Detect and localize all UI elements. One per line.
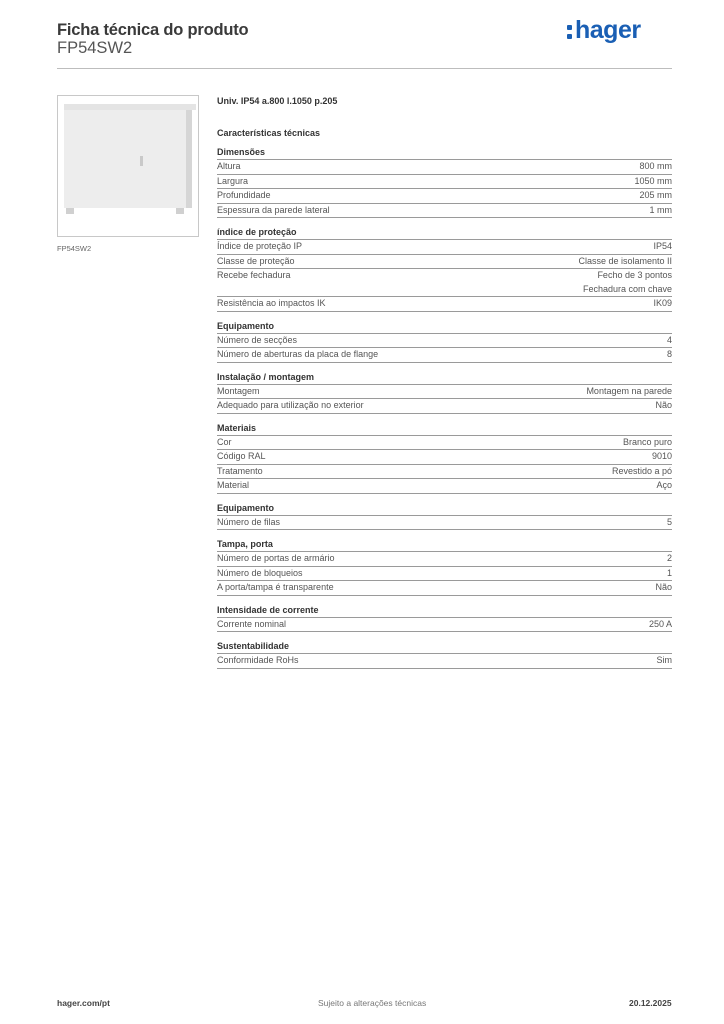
spec-row	[217, 552, 672, 567]
spec-value-line: 5	[666, 516, 672, 527]
spec-row	[217, 450, 672, 465]
spec-label: Altura	[217, 161, 241, 171]
spec-value-line: IP54	[653, 241, 672, 251]
image-caption: FP54SW2	[57, 244, 92, 253]
spec-value	[639, 189, 672, 203]
spec-value-line: IK09	[653, 298, 672, 308]
spec-value-line: 1 mm	[649, 204, 672, 215]
spec-label: Conformidade RoHs	[217, 655, 299, 665]
spec-label: Adequado para utilização no exterior	[217, 400, 364, 410]
spec-value-line: Montagem na parede	[586, 385, 672, 396]
section-heading: Características técnicas	[217, 128, 321, 138]
hager-logo	[567, 16, 641, 45]
spec-value-line: Não	[655, 582, 672, 592]
spec-row	[217, 516, 672, 531]
spec-value	[656, 479, 672, 493]
spec-label: Número de secções	[217, 334, 298, 345]
spec-value-line: Classe de isolamento II	[578, 255, 672, 266]
spec-value	[653, 240, 672, 254]
spec-value	[667, 348, 672, 362]
spec-row	[217, 204, 672, 219]
header-divider	[57, 68, 672, 69]
spec-value-line: 1	[666, 567, 672, 578]
spec-value-line: Sim	[656, 655, 672, 665]
spec-value-line: Revestido a pó	[611, 465, 672, 476]
spec-content	[217, 96, 672, 669]
spec-row	[217, 348, 672, 363]
footer-website[interactable]: hager.com/pt	[57, 998, 110, 1008]
spec-value	[652, 450, 672, 464]
spec-value	[583, 269, 672, 296]
spec-value	[586, 385, 672, 399]
spec-row	[217, 255, 672, 270]
product-code: FP54SW2	[57, 39, 133, 57]
spec-label: Número de aberturas da placa de flange	[217, 349, 379, 359]
spec-value	[653, 297, 672, 311]
spec-value	[623, 436, 672, 450]
spec-value-line: Fecho de 3 pontos	[597, 270, 672, 280]
spec-group-title: Equipamento	[217, 321, 672, 334]
spec-label: Corrente nominal	[217, 618, 287, 629]
spec-group-title: Instalação / montagem	[217, 372, 672, 385]
spec-value	[667, 552, 672, 566]
spec-value-line: 2	[666, 553, 672, 563]
spec-value	[650, 204, 673, 218]
spec-label: Número de portas de armário	[217, 553, 335, 563]
spec-value-line: 250 A	[648, 618, 672, 629]
page-title: Ficha técnica do produto	[57, 21, 249, 39]
spec-value	[667, 334, 672, 348]
spec-value-line: 4	[666, 334, 672, 345]
spec-group-title: Materiais	[217, 423, 672, 436]
spec-value-line: 9010	[651, 451, 672, 461]
spec-row	[217, 269, 672, 297]
spec-row	[217, 618, 672, 633]
footer-date: 20.12.2025	[629, 998, 672, 1008]
spec-row	[217, 240, 672, 255]
spec-group-title: Dimensões	[217, 147, 672, 160]
spec-value-line: 8	[666, 349, 672, 359]
spec-row	[217, 399, 672, 414]
spec-value	[639, 160, 672, 174]
spec-value	[578, 255, 672, 269]
spec-label: Material	[217, 480, 250, 490]
spec-row	[217, 297, 672, 312]
spec-label: Profundidade	[217, 190, 271, 200]
spec-label: Espessura da parede lateral	[217, 204, 330, 215]
spec-value	[634, 175, 672, 189]
product-image	[57, 95, 199, 237]
logo-text: hager	[575, 16, 641, 44]
spec-label: A porta/tampa é transparente	[217, 582, 334, 592]
cabinet-illustration	[64, 104, 190, 216]
spec-value	[649, 618, 672, 632]
spec-value	[612, 465, 672, 479]
spec-row	[217, 385, 672, 400]
spec-row	[217, 581, 672, 596]
spec-label: Montagem	[217, 385, 260, 396]
spec-group-title: Intensidade de corrente	[217, 605, 672, 618]
spec-label: Classe de proteção	[217, 255, 295, 266]
spec-label: Número de bloqueios	[217, 567, 303, 578]
spec-row	[217, 436, 672, 451]
spec-value-line: Aço	[656, 480, 672, 490]
spec-row	[217, 465, 672, 480]
footer-notice: Sujeito a alterações técnicas	[318, 998, 427, 1008]
spec-group-title: índice de proteção	[217, 227, 672, 240]
spec-row	[217, 654, 672, 669]
spec-row	[217, 479, 672, 494]
spec-value-line: 1050 mm	[634, 175, 672, 186]
spec-row	[217, 175, 672, 190]
spec-group-title: Equipamento	[217, 503, 672, 516]
spec-value-line: Branco puro	[622, 436, 672, 447]
spec-value	[667, 567, 672, 581]
spec-value-line: 205 mm	[639, 190, 672, 200]
spec-group-title: Tampa, porta	[217, 539, 672, 552]
spec-groups	[217, 147, 672, 669]
logo-mark-icon	[567, 20, 574, 40]
spec-label: Número de filas	[217, 516, 281, 527]
spec-label: Resistência ao impactos IK	[217, 298, 326, 308]
spec-label: Índice de proteção IP	[217, 241, 303, 251]
spec-value-line: Fechadura com chave	[582, 283, 672, 294]
spec-label: Largura	[217, 175, 249, 186]
spec-value-line: 800 mm	[639, 161, 672, 171]
spec-value-line: Não	[655, 400, 672, 410]
spec-row	[217, 334, 672, 349]
spec-row	[217, 189, 672, 204]
spec-label: Recebe fechadura	[217, 270, 291, 280]
spec-value	[667, 516, 672, 530]
spec-group-title: Sustentabilidade	[217, 641, 672, 654]
spec-row	[217, 567, 672, 582]
spec-value	[655, 399, 672, 413]
spec-label: Código RAL	[217, 451, 266, 461]
product-name: Univ. IP54 a.800 l.1050 p.205	[217, 96, 338, 106]
spec-value	[657, 654, 673, 668]
spec-value	[655, 581, 672, 595]
spec-row	[217, 160, 672, 175]
spec-label: Cor	[217, 436, 232, 447]
spec-label: Tratamento	[217, 465, 263, 476]
